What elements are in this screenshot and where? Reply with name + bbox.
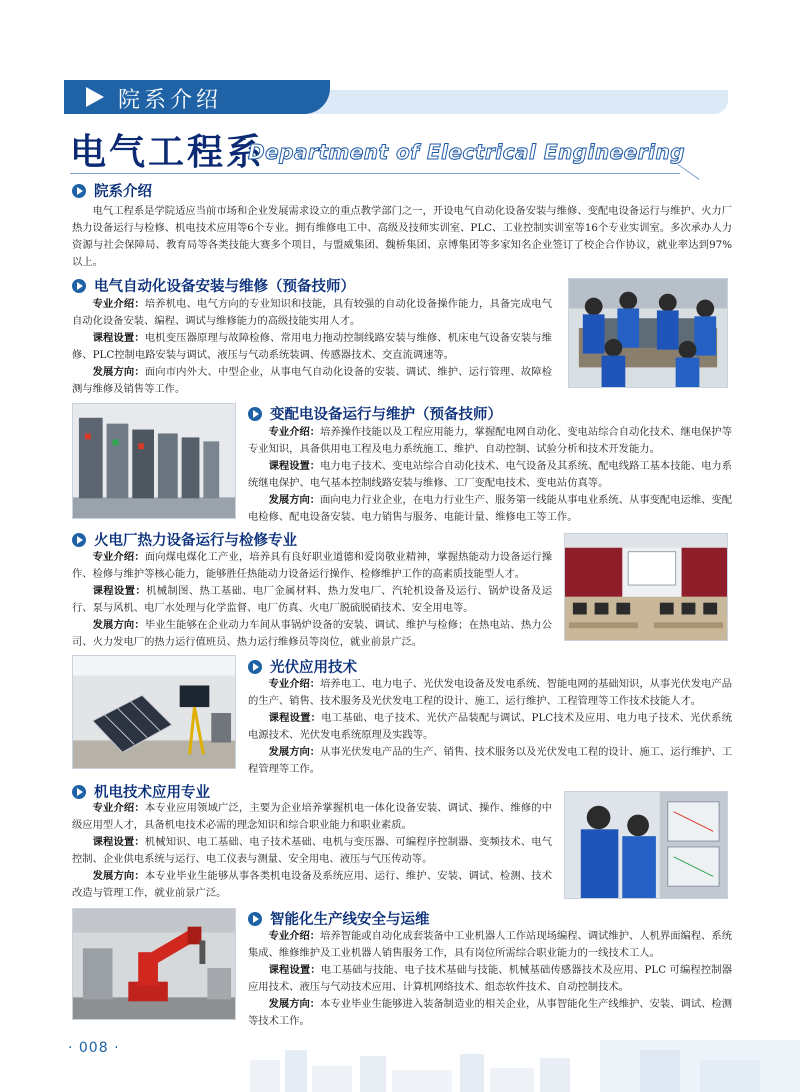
major-heading-label: 电气自动化设备安装与维修（预备技师） <box>94 279 355 295</box>
intro-label: 专业介绍： <box>268 678 321 690</box>
career-label: 发展方向： <box>268 494 321 506</box>
career-text: 本专业毕业生能够进入装备制造业的相关企业，从事智能化生产线维护、安装、调试、检测等技术工作。 <box>248 998 733 1027</box>
top-band <box>0 0 800 70</box>
career-text: 面向电力行业企业，在电力行业生产、服务第一线能从事电业系统、从事变配电运维、变配电检修、配电设备安装、电力销售与服务、电能计量、维修电工等工作。 <box>248 494 733 523</box>
photo-students-wiring-panel <box>564 791 728 899</box>
major-heading-label: 火电厂热力设备运行与检修专业 <box>94 533 297 549</box>
banner-dark-bar <box>64 80 330 114</box>
department-title: 电气工程系 <box>70 132 266 173</box>
intro-text: 本专业应用领域广泛，主要为企业培养掌握机电一体化设备安装、调试、操作、维修的中级应用型人才，具备机电技术必需的理念知识和综合职业能力和职业素质。 <box>72 802 553 831</box>
major-body <box>248 676 732 778</box>
major-heading-label: 智能化生产线安全与运维 <box>270 912 430 928</box>
photo-solar-panels <box>72 655 236 769</box>
courses-text: 机械知识、电工基础、电子技术基础、电机与变压器、可编程序控制器、变频技术、电气控制、企业供电系统与运行、电工仪表与测量、安全用电、液压与气压传动等。 <box>72 836 553 865</box>
intro-label: 专业介绍： <box>268 426 321 438</box>
career-label: 发展方向： <box>268 998 321 1010</box>
major-heading <box>72 275 355 296</box>
major-heading-label: 机电技术应用专业 <box>94 785 210 801</box>
title-divider <box>70 173 680 174</box>
intro-text: 培养电工、电力电子、光伏发电设备及发电系统、智能电网的基础知识，从事光伏发电产品的生产、销售、技术服务及光伏发电工程的设计、施工、运行维护、工程管理等工作技术技能人才。 <box>248 678 733 707</box>
intro-text: 电气工程系是学院适应当前市场和企业发展需求设立的重点教学部门之一，开设电气自动化设备安装与维修、变配电设备运行与维护、火力厂热力设备运行与检修、机电技术应用等6个专业。拥有维修电工中、高级及技师实训室、PLC、工业控制实训室等16个专业实训室。多次承办人力资源与社会保障局、教育局等各类技能大赛多个项目，与盟威集团、魏桥集团、京博集团等多家知名企业签订了校企合作协议，就业率达到97%以上。 <box>72 205 732 268</box>
banner-title: 院系介绍 <box>118 88 223 113</box>
major-body <box>72 549 552 651</box>
intro-text: 面向煤电煤化工产业，培养具有良好职业道德和爱岗敬业精神，掌握热能动力设备运行操作、检修与维护等核心能力，能够胜任热能动力设备运行操作、检修维护工作的高素质技能型人才。 <box>72 551 553 580</box>
title-divider-tip <box>678 164 700 180</box>
courses-text: 电机变压器原理与故障检修、常用电力拖动控制线路安装与维修、机床电气设备安装与维修、PLC控制电路安装与调试、液压与气动系统装调、传感器技术、交直流调速等。 <box>72 332 553 361</box>
photo-computer-lab <box>564 533 728 641</box>
career-text: 面向市内外大、中型企业，从事电气自动化设备的安装、调试、维护、运行管理、故障检测与维修及销售等工作。 <box>72 366 553 395</box>
courses-label: 课程设置： <box>268 712 322 724</box>
career-text: 从事光伏发电产品的生产、销售、技术服务以及光伏发电工程的设计、施工、运行维护、工程管理等工作。 <box>248 746 733 775</box>
intro-paragraph <box>72 203 732 271</box>
intro-heading <box>72 180 152 201</box>
bullet-arrow-icon <box>72 785 86 799</box>
major-heading <box>72 781 210 802</box>
courses-label: 课程设置： <box>268 964 321 976</box>
major-body <box>72 800 552 902</box>
major-body <box>72 296 552 398</box>
career-label: 发展方向： <box>268 746 321 758</box>
career-label: 发展方向： <box>92 366 145 378</box>
major-heading-label: 变配电设备运行与维护（预备技师） <box>270 407 502 423</box>
courses-label: 课程设置： <box>92 836 145 848</box>
section-banner <box>64 80 728 114</box>
intro-text: 培养智能或自动化成套装备中工业机器人工作站现场编程、调试维护、人机界面编程、系统集成、维修维护及工业机器人销售服务工作，具有岗位所需综合职业能力的一线技术工人。 <box>248 930 733 959</box>
major-body <box>248 424 732 526</box>
courses-label: 课程设置： <box>268 460 321 472</box>
photo-switchgear-room <box>72 403 236 519</box>
bullet-arrow-icon <box>72 533 86 547</box>
career-text: 毕业生能够在企业动力车间从事锅炉设备的安装、调试、维护与检修；在热电站、热力公司、火力发电厂的热力运行值班员、热力运行维修员等岗位，就业前景广泛。 <box>72 619 553 648</box>
courses-text: 电力电子技术、变电站综合自动化技术、电气设备及其系统、配电线路工基本技能、电力系统继电保护、电气基本控制线路安装与维修、工厂变配电技术、变电站仿真等。 <box>248 460 733 489</box>
photo-industrial-robot <box>72 908 236 1020</box>
intro-heading-label: 院系介绍 <box>94 184 152 200</box>
bullet-arrow-icon <box>72 184 86 198</box>
intro-label: 专业介绍： <box>92 551 145 563</box>
photo-students-workshop <box>568 278 728 388</box>
major-heading <box>72 529 297 550</box>
footer-cityscape <box>0 1040 800 1092</box>
courses-text: 电工基础与技能、电子技术基础与技能、机械基础传感器技术及应用、PLC 可编程控制器应用技术、液压与气动技术应用、计算机网络技术、组态软件技术、自动控制技术。 <box>248 964 732 993</box>
bullet-arrow-icon <box>248 407 262 421</box>
department-title-english: Department of Electrical Engineering <box>248 140 686 164</box>
major-heading <box>248 908 430 929</box>
play-arrow-icon <box>86 87 104 107</box>
bullet-arrow-icon <box>248 660 262 674</box>
career-label: 发展方向： <box>92 619 145 631</box>
courses-label: 课程设置： <box>92 585 147 597</box>
career-text: 本专业毕业生能够从事各类机电设备及系统应用、运行、维护、安装、调试、检测、技术改造与管理工作，就业前景广泛。 <box>72 870 553 899</box>
major-body <box>248 928 732 1030</box>
bullet-arrow-icon <box>72 279 86 293</box>
page-number: · 008 · <box>68 1040 120 1056</box>
bullet-arrow-icon <box>248 912 262 926</box>
intro-text: 培养机电、电气方向的专业知识和技能，具有较强的自动化设备操作能力，具备完成电气自动化设备安装、编程、调试与维修能力的高级技能实用人才。 <box>72 298 553 327</box>
career-label: 发展方向： <box>92 870 145 882</box>
courses-text: 机械制图、热工基础、电厂金属材料、热力发电厂、汽轮机设备及运行、锅炉设备及运行、泵与风机、电厂水处理与化学监督、电厂仿真、火电厂脱硫脱硝技术、安全用电等。 <box>72 585 553 614</box>
courses-text: 电工基础、电子技术、光伏产品装配与调试、PLC技术及应用、电力电子技术、光伏系统电源技术、光伏发电系统原理及实践等。 <box>248 712 732 741</box>
major-heading <box>248 656 357 677</box>
banner-light-bar <box>294 90 728 114</box>
intro-label: 专业介绍： <box>92 298 145 310</box>
intro-text: 培养操作技能以及工程应用能力，掌握配电网自动化、变电站综合自动化技术、继电保护等专业知识，具备供用电工程及电力系统施工、维护、自动控制、试验分析和技术开发能力。 <box>248 426 733 455</box>
courses-label: 课程设置： <box>92 332 145 344</box>
major-heading-label: 光伏应用技术 <box>270 660 357 676</box>
major-heading <box>248 403 502 424</box>
intro-label: 专业介绍： <box>92 802 145 814</box>
intro-label: 专业介绍： <box>268 930 321 942</box>
